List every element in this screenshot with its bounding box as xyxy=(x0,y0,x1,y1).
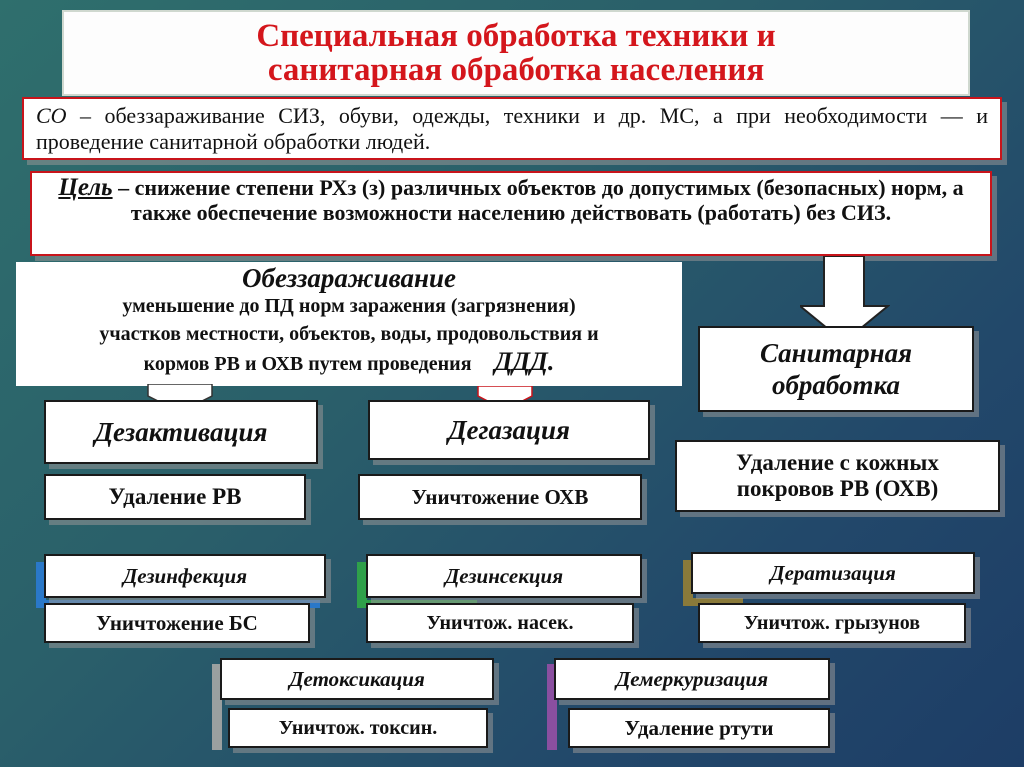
title-line-2: санитарная обработка населения xyxy=(267,52,765,88)
title-line-1: Специальная обработка техники и xyxy=(256,18,776,54)
so-term: СО xyxy=(36,103,67,128)
demercurization-desc-box xyxy=(568,708,830,748)
disinsection-desc-box xyxy=(366,603,634,643)
detoxication-box xyxy=(220,658,494,700)
detoxication-desc-box xyxy=(228,708,488,748)
degassing-box xyxy=(368,400,650,460)
detoxication-desc: Уничтож. токсин. xyxy=(278,716,438,739)
decontamination-line-1: уменьшение до ПД норм заражения (загрязнения) xyxy=(122,295,576,317)
demercurization-desc: Удаление ртути xyxy=(624,715,774,740)
page-title xyxy=(256,19,775,87)
detoxication-label: Детоксикация xyxy=(289,666,425,691)
disinfection-label: Дезинфекция xyxy=(122,563,248,588)
sanitary-desc-line-2: покровов РВ (ОХВ) xyxy=(736,476,939,501)
disinfection-desc: Уничтожение БС xyxy=(96,610,258,635)
deactivation-label: Дезактивация xyxy=(94,416,268,447)
degassing-desc-box xyxy=(358,474,642,520)
deratization-box xyxy=(691,552,975,594)
disinsection-desc: Уничтож. насек. xyxy=(426,611,574,634)
deactivation-desc: Удаление РВ xyxy=(108,484,242,509)
disinfection-box xyxy=(44,554,326,598)
degassing-label: Дегазация xyxy=(448,414,570,445)
sanitary-heading-line-2: обработка xyxy=(771,370,901,400)
demercurization-box xyxy=(554,658,830,700)
so-definition-text: – обеззараживание СИЗ, обуви, одежды, техники и др. МС, а при необходимости — и проведение санитарной обработки людей. xyxy=(36,103,988,154)
decontamination-line-3-text: кормов РВ и ОХВ путем проведения xyxy=(143,353,472,375)
title-banner xyxy=(62,10,970,96)
ddd-label: ДДД. xyxy=(494,347,555,376)
sanitary-desc-box xyxy=(675,440,1000,512)
sanitary-desc-line-1: Удаление с кожных xyxy=(736,450,939,475)
disinfection-desc-box xyxy=(44,603,310,643)
demercurization-label: Демеркуризация xyxy=(615,666,769,691)
disinsection-box xyxy=(366,554,642,598)
goal-text: – снижение степени РХз (з) различных объектов до допустимых (безопасных) норм, а также обеспечение возможности населению действовать (работать) без СИЗ. xyxy=(112,175,964,225)
deratization-label: Дератизация xyxy=(770,560,896,585)
deratization-desc: Уничтож. грызунов xyxy=(743,611,921,634)
decontamination-heading: Обеззараживание xyxy=(242,263,456,293)
decontamination-line-2: участков местности, объектов, воды, продовольствия и xyxy=(99,323,599,345)
sanitary-heading-box xyxy=(698,326,974,412)
deactivation-box xyxy=(44,400,318,464)
deratization-desc-box xyxy=(698,603,966,643)
goal-box xyxy=(30,171,992,256)
so-definition-box xyxy=(22,97,1002,160)
disinsection-label: Дезинсекция xyxy=(444,563,564,588)
sanitary-heading-line-1: Санитарная xyxy=(759,338,913,368)
degassing-desc: Уничтожение ОХВ xyxy=(411,484,589,509)
goal-term: Цель xyxy=(58,174,113,201)
decontamination-line-3 xyxy=(16,348,682,378)
deactivation-desc-box xyxy=(44,474,306,520)
decontamination-box xyxy=(16,262,682,386)
